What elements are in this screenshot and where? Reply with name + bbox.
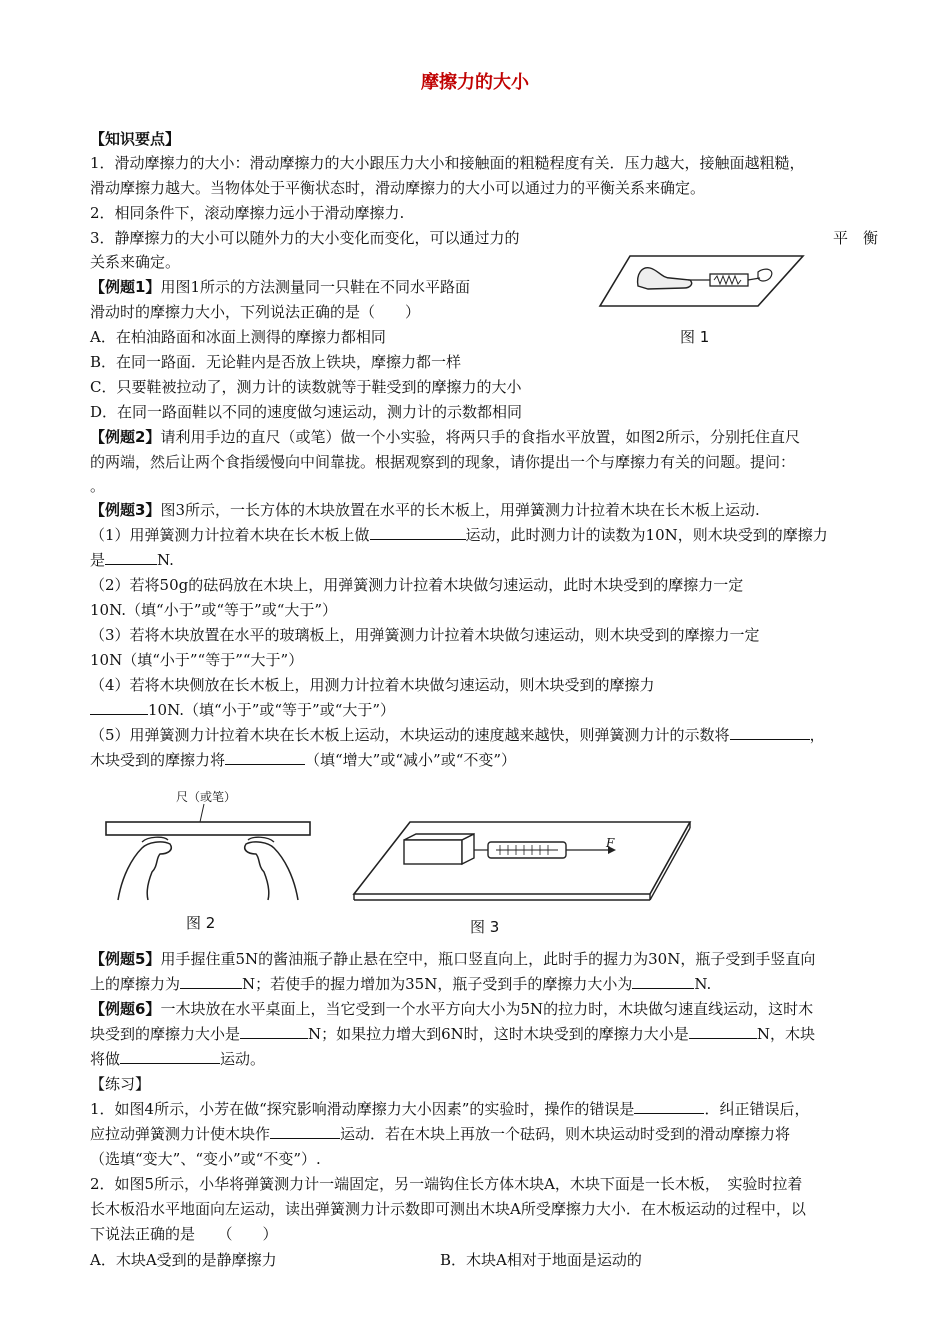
blank <box>370 524 466 540</box>
blank <box>90 699 148 715</box>
blank <box>240 1023 308 1039</box>
example-2-question: 【例题2】请利用手边的直尺（或笔）做一个小实验，将两只手的食指水平放置，如图2所示，分别托住直尺 <box>90 428 800 446</box>
example-3-part-5b: 木块受到的摩擦力将 （填“增大”或“减小”或“不变”） <box>90 751 517 769</box>
example-3-part-4: （4）若将木块侧放在长木板上，用测力计拉着木块做匀速运动，则木块受到的摩擦力 <box>90 676 655 694</box>
figure-2-ruler-label: 尺（或笔） <box>176 790 237 804</box>
example-2-question-3: 。 <box>90 477 106 495</box>
example-3-part-3b: 10N（填“小于”“等于”“大于”） <box>90 651 304 669</box>
blank <box>270 1123 340 1139</box>
practice-1b: 应拉动弹簧测力计使木块作 运动．若在木块上再放一个砝码，则木块运动时受到的滑动摩擦力将 <box>90 1125 791 1143</box>
blank <box>730 724 810 740</box>
practice-heading: 【练习】 <box>90 1075 151 1093</box>
knowledge-point-3c: 关系来确定。 <box>90 253 181 271</box>
example-1-option-b: B．在同一路面．无论鞋内是否放上铁块，摩擦力都一样 <box>90 353 462 371</box>
practice-2b: 长木板沿水平地面向左运动，读出弹簧测力计示数即可测出木块A所受摩擦力大小．在木板运动的过程中，以 <box>90 1200 806 1218</box>
knowledge-point-1a: 1．滑动摩擦力的大小：滑动摩擦力的大小跟压力大小和接触面的粗糙程度有关．压力越大，接触面越粗糙， <box>90 154 805 172</box>
blank <box>634 1098 704 1114</box>
practice-2-option-b: B．木块A相对于地面是运动的 <box>440 1251 642 1269</box>
example-3-question: 【例题3】图3所示，一长方体的木块放置在水平的长木板上，用弹簧测力计拉着木块在长木板上运动. <box>90 501 760 519</box>
example-5-question-2: 上的摩擦力为 N；若使手的握力增加为35N，瓶子受到手的摩擦力大小为 N. <box>90 975 712 993</box>
blank <box>180 973 242 989</box>
figure-3 <box>350 808 695 908</box>
example-3-part-1b: 是 N. <box>90 551 174 569</box>
example-3-part-5: （5）用弹簧测力计拉着木块在长木板上运动，木块运动的速度越来越快，则弹簧测力计的示数将 ， <box>90 726 825 744</box>
figure-2 <box>104 796 314 906</box>
example-1-option-c: C．只要鞋被拉动了，测力计的读数就等于鞋受到的摩擦力的大小 <box>90 378 522 396</box>
example-3-part-2: （2）若将50g的砝码放在木块上，用弹簧测力计拉着木块做匀速运动，此时木块受到的摩擦力一定 <box>90 576 744 594</box>
example-3-part-2b: 10N.（填“小于”或“等于”或“大于”） <box>90 601 338 619</box>
example-3-part-4b: 10N.（填“小于”或“等于”或“大于”） <box>90 699 395 721</box>
knowledge-heading: 【知识要点】 <box>90 130 181 148</box>
example-1-question-2: 滑动时的摩擦力大小，下列说法正确的是（ ） <box>90 303 421 321</box>
figure-3-caption: 图 3 <box>470 918 500 936</box>
example-6-question-2: 块受到的摩擦力大小是 N；如果拉力增大到6N时，这时木块受到的摩擦力大小是 N，木块 <box>90 1025 815 1043</box>
blank <box>120 1048 220 1064</box>
example-5-question: 【例题5】用手握住重5N的酱油瓶子静止悬在空中，瓶口竖直向上，此时手的握力为30N，瓶子受到手竖直向 <box>90 950 816 968</box>
example-3-part-3: （3）若将木块放置在水平的玻璃板上，用弹簧测力计拉着木块做匀速运动，则木块受到的摩擦力一定 <box>90 626 760 644</box>
practice-1c: （选填“变大”、“变小”或“不变”）. <box>90 1150 321 1168</box>
example-6-question-3: 将做 运动。 <box>90 1050 266 1068</box>
example-2-question-2: 的两端，然后让两个食指缓慢向中间靠拢。根据观察到的现象，请你提出一个与摩擦力有关的问题。提问： <box>90 453 796 471</box>
figure-1 <box>598 248 808 320</box>
practice-2: 2．如图5所示，小华将弹簧测力计一端固定，另一端钩住长方体木块A，木块下面是一长木板， 实验时拉着 <box>90 1175 803 1193</box>
blank <box>632 973 694 989</box>
figure-3-force-label: F <box>606 836 615 850</box>
figure-1-caption: 图 1 <box>680 328 710 346</box>
page-title: 摩擦力的大小 <box>421 72 529 93</box>
example-1-option-a: A．在柏油路面和冰面上测得的摩擦力都相同 <box>90 328 386 346</box>
practice-1: 1．如图4所示，小芳在做“探究影响滑动摩擦力大小因素”的实验时，操作的错误是 ．纠正错误后， <box>90 1100 810 1118</box>
practice-2c: 下说法正确的是 （ ） <box>90 1225 278 1243</box>
example-1-option-d: D．在同一路面鞋以不同的速度做匀速运动，测力计的示数都相同 <box>90 403 523 421</box>
practice-2-option-a: A．木块A受到的是静摩擦力 <box>90 1251 277 1269</box>
figure-2-caption: 图 2 <box>186 914 216 932</box>
knowledge-point-1b: 滑动摩擦力越大。当物体处于平衡状态时，滑动摩擦力的大小可以通过力的平衡关系来确定。 <box>90 179 706 197</box>
blank <box>105 549 157 565</box>
example-6-question: 【例题6】一木块放在水平桌面上，当它受到一个水平方向大小为5N的拉力时，木块做匀速直线运动，这时木 <box>90 1000 814 1018</box>
blank <box>225 749 305 765</box>
knowledge-point-3a: 3．静摩擦力的大小可以随外力的大小变化而变化，可以通过力的 <box>90 229 520 247</box>
example-3-part-1: （1）用弹簧测力计拉着木块在长木板上做 运动，此时测力计的读数为10N，则木块受到的摩擦力 <box>90 526 828 544</box>
knowledge-point-2: 2．相同条件下，滚动摩擦力远小于滑动摩擦力. <box>90 204 405 222</box>
blank <box>689 1023 757 1039</box>
example-1-question: 【例题1】用图1所示的方法测量同一只鞋在不同水平路面 <box>90 278 470 296</box>
knowledge-point-3b: 平 衡 <box>833 229 879 247</box>
